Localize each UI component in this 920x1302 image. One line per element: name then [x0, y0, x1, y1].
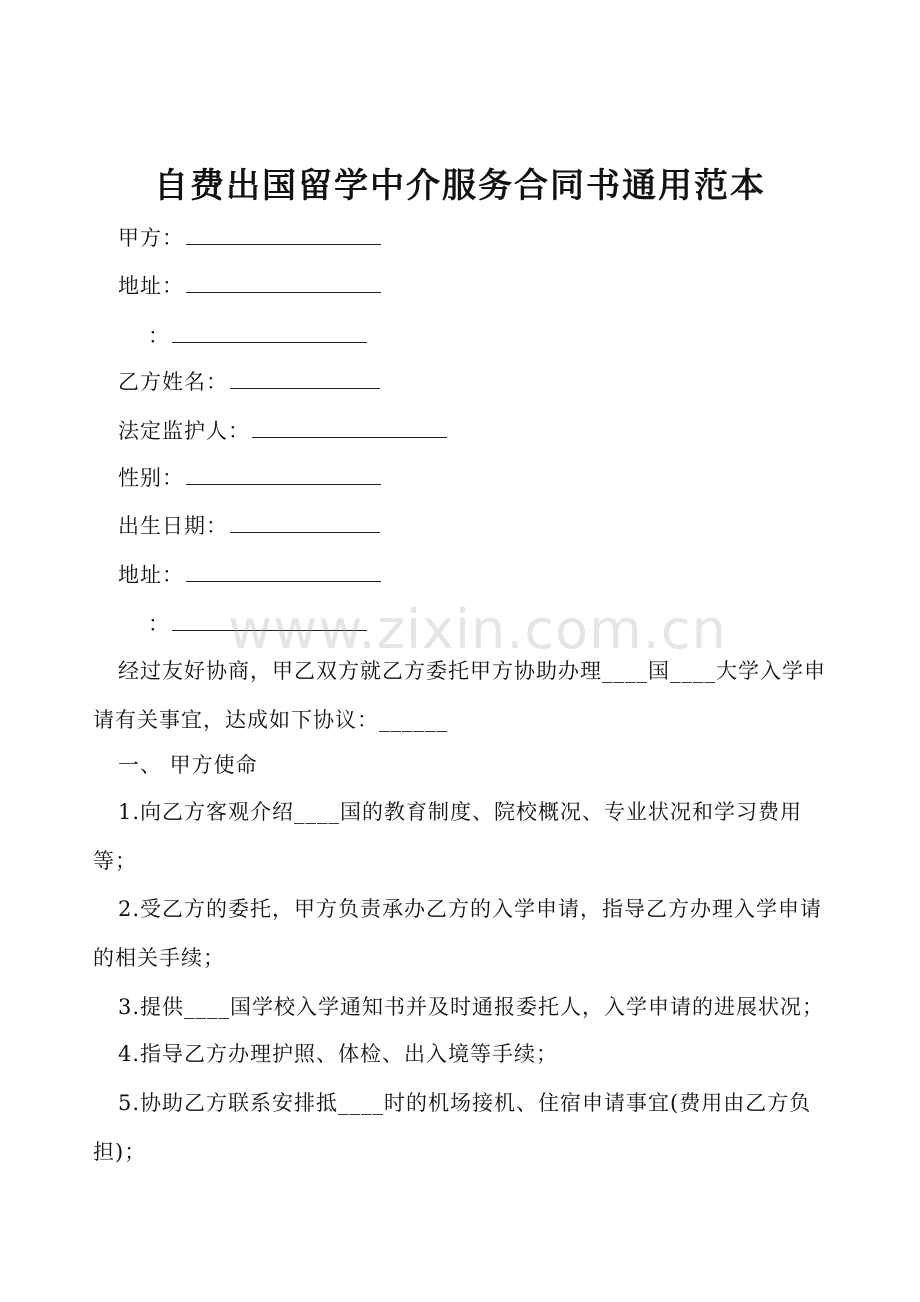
field-label: ： [148, 612, 170, 636]
list-item: 4.指导乙方办理护照、体检、出入境等手续； [118, 1042, 559, 1066]
field-party-b-name [118, 366, 380, 397]
fill-blank[interactable] [230, 366, 380, 389]
field-gender [118, 462, 381, 493]
document-title: 自费出国留学中介服务合同书通用范本 [154, 166, 766, 206]
watermark: www.zixin.com.cn [228, 598, 727, 661]
fill-blank[interactable] [186, 462, 381, 485]
list-item: 5.协助乙方联系安排抵____时的机场接机、住宿申请事宜(费用由乙方负担)； [93, 1091, 812, 1164]
field-label: 性别： [118, 466, 184, 490]
field-label: 地址： [118, 274, 184, 298]
field-address-b [118, 559, 381, 590]
field-label: 乙方姓名： [118, 370, 228, 394]
fill-blank[interactable] [186, 270, 381, 293]
list-item: 1.向乙方客观介绍____国的教育制度、院校概况、专业状况和学习费用等； [93, 800, 803, 873]
field-label: 甲方： [118, 226, 184, 250]
intro-paragraph: 经过友好协商，甲乙双方就乙方委托甲方协助办理____国____大学入学申请有关事宜，达成如下协议：______ [93, 659, 826, 732]
field-label: 法定监护人： [118, 419, 250, 443]
section-heading: 一、 甲方使命 [118, 753, 258, 777]
fill-blank[interactable] [186, 559, 381, 582]
field-guardian [118, 415, 447, 446]
field-birthdate [118, 510, 380, 541]
field-label: ： [148, 324, 170, 348]
field-address-a [118, 270, 381, 301]
field-label: 地址： [118, 563, 184, 587]
list-item: 3.提供____国学校入学通知书并及时通报委托人，入学申请的进展状况； [118, 995, 825, 1019]
list-item: 2.受乙方的委托，甲方负责承办乙方的入学申请，指导乙方办理入学申请的相关手续； [93, 897, 823, 970]
fill-blank[interactable] [252, 415, 447, 438]
field-unnamed-b [148, 608, 367, 639]
fill-blank[interactable] [172, 608, 367, 631]
field-label: 出生日期： [118, 514, 228, 538]
field-party-a [118, 222, 381, 253]
fill-blank[interactable] [186, 222, 381, 245]
fill-blank[interactable] [172, 320, 367, 343]
field-unnamed-a [148, 320, 367, 351]
fill-blank[interactable] [230, 510, 380, 533]
